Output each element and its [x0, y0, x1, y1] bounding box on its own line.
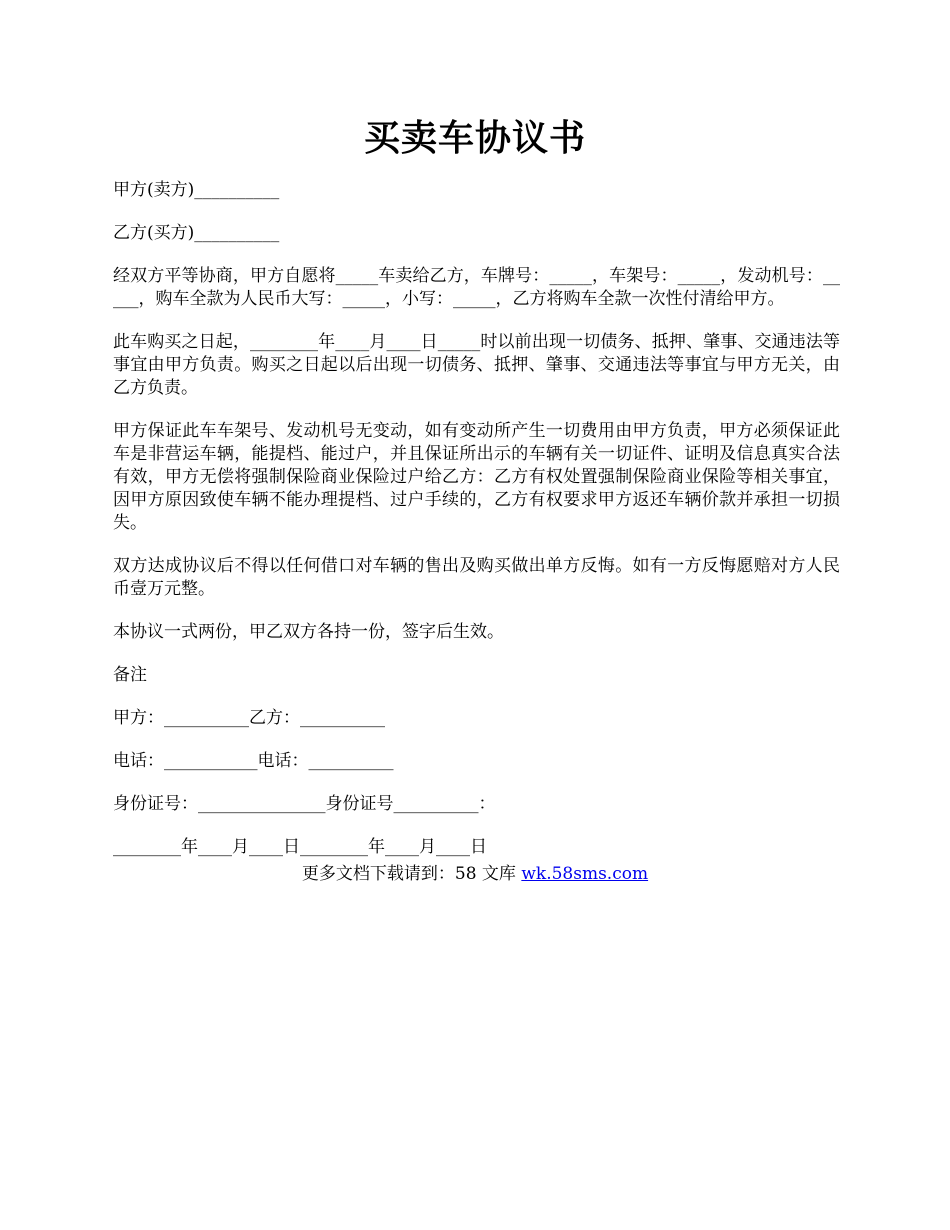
clause-no-repentance: 双方达成协议后不得以任何借口对车辆的售出及购买做出单方反悔。如有一方反悔愿赔对方人民币壹万元整。	[113, 556, 840, 599]
seller-line: 甲方(卖方)__________	[113, 180, 280, 200]
clause-liability-date: 此车购买之日起，________年____月____日_____时以前出现一切债务、抵押、肇事、交通违法等事宜由甲方负责。购买之日起以后出现一切债务、抵押、肇事、交通违法等事宜与甲方无关，由乙方负责。	[113, 332, 840, 398]
id-number-line: 身份证号：_______________身份证号__________：	[113, 794, 496, 814]
footer	[0, 862, 950, 886]
signature-parties-line: 甲方：__________乙方：__________	[113, 708, 385, 728]
clause-seller-guarantee: 甲方保证此车车架号、发动机号无变动，如有变动所产生一切费用由甲方负责，甲方必须保证此车是非营运车辆，能提档、能过户，并且保证所出示的车辆有关一切证件、证明及信息真实合法有效，甲方无偿将强制保险商业保险过户给乙方：乙方有权处置强制保险商业保险等相关事宜，因甲方原因致使车辆不能办理提档、过户手续的，乙方有权要求甲方返还车辆价款并承担一切损失。	[113, 421, 840, 533]
document-title: 买卖车协议书	[363, 117, 586, 159]
remarks-label: 备注	[113, 665, 147, 685]
document-body	[113, 179, 840, 879]
date-line: ________年____月____日________年____月____日	[113, 837, 487, 857]
footer-text: 更多文档下载请到：58 文库	[301, 864, 522, 884]
clause-sale-terms: 经双方平等协商，甲方自愿将_____车卖给乙方，车牌号：_____，车架号：_____，发动机号：_____，购车全款为人民币大写：_____，小写：_____，乙方将购车全款一次性付清给甲方。	[113, 266, 840, 309]
phone-line: 电话：___________电话：__________	[113, 751, 394, 771]
clause-copies: 本协议一式两份，甲乙双方各持一份，签字后生效。	[113, 622, 504, 642]
footer-link[interactable]: wk.58sms.com	[521, 864, 649, 884]
buyer-line: 乙方(买方)__________	[113, 223, 280, 243]
